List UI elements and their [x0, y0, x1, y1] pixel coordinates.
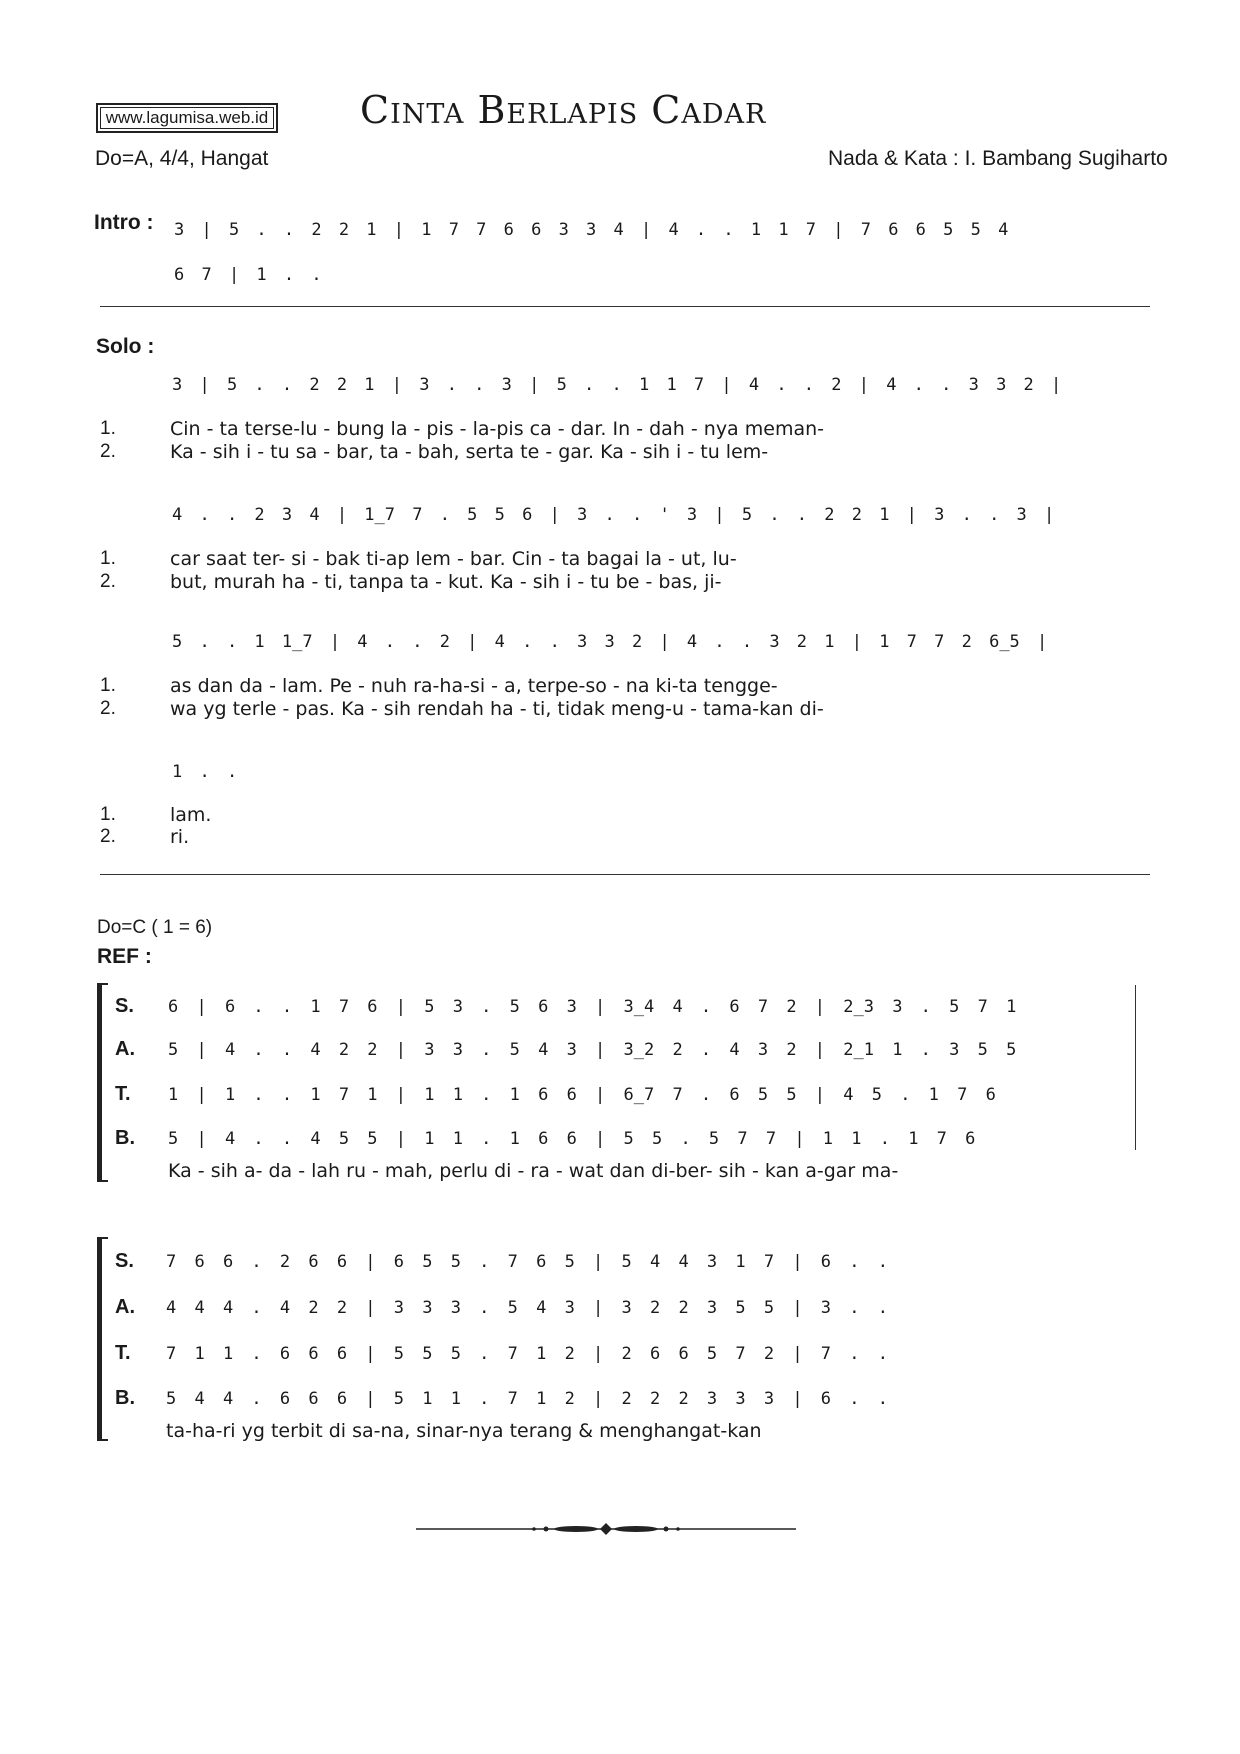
- solo-lyrics-row2-v2: but, murah ha - ti, tanpa ta - kut. Ka - sih i - tu be - bas, ji-: [170, 571, 722, 593]
- solo-lyrics-row1-v2: Ka - sih i - tu sa - bar, ta - bah, serta te - gar. Ka - sih i - tu lem-: [170, 441, 769, 463]
- solo-lyrics-row2-v1: car saat ter- si - bak ti-ap lem - bar. Cin - ta bagai la - ut, lu-: [170, 548, 737, 570]
- voice-label-alto: A.: [115, 1038, 135, 1060]
- satb-bracket: [97, 1237, 108, 1441]
- website-badge: www.lagumisa.web.id: [96, 103, 278, 133]
- verse-number-1: 1.: [100, 418, 116, 439]
- voice-label-alto: A.: [115, 1296, 135, 1318]
- verse-number-1: 1.: [100, 804, 116, 825]
- solo-lyrics-row3-v1: as dan da - lam. Pe - nuh ra-ha-si - a, terpe-so - na ki-ta tengge-: [170, 675, 778, 697]
- verse-number-1: 1.: [100, 548, 116, 569]
- solo-lyrics-row3-v2: wa yg terle - pas. Ka - sih rendah ha - ti, tidak meng-u - tama-kan di-: [170, 698, 824, 720]
- voice-label-tenor: T.: [115, 1342, 131, 1364]
- ref1-tenor-notes: 1 | 1 . . 1 7 1 | 1 1 . 1 6 6 | 6_7 7 . 6 5 5 | 4 5 . 1 7 6: [168, 1085, 996, 1105]
- voice-label-bass: B.: [115, 1127, 135, 1149]
- ref2-bass-notes: 5 4 4 . 6 6 6 | 5 1 1 . 7 1 2 | 2 2 2 3 3 3 | 6 . .: [166, 1389, 888, 1409]
- ref1-soprano-notes: 6 | 6 . . 1 7 6 | 5 3 . 5 6 3 | 3_4 4 . 6 7 2 | 2_3 3 . 5 7 1: [168, 997, 1017, 1017]
- verse-number-2: 2.: [100, 698, 116, 719]
- verse-number-1: 1.: [100, 675, 116, 696]
- section-divider: [100, 306, 1150, 307]
- voice-label-tenor: T.: [115, 1083, 131, 1105]
- solo-notes-row4: 1 . .: [172, 762, 238, 782]
- satb-bracket: [97, 983, 108, 1182]
- ref2-lyrics: ta-ha-ri yg terbit di sa-na, sinar-nya terang & menghangat-kan: [166, 1420, 762, 1442]
- ref2-tenor-notes: 7 1 1 . 6 6 6 | 5 5 5 . 7 1 2 | 2 6 6 5 7 2 | 7 . .: [166, 1344, 888, 1364]
- key-tempo-info: Do=A, 4/4, Hangat: [95, 147, 269, 170]
- intro-notes-line2: 6 7 | 1 . .: [174, 265, 322, 285]
- voice-label-soprano: S.: [115, 1250, 134, 1272]
- composer-credit: Nada & Kata : I. Bambang Sugiharto: [828, 147, 1168, 170]
- ref1-lyrics: Ka - sih a- da - lah ru - mah, perlu di - ra - wat dan di-ber- sih - kan a-gar ma-: [168, 1160, 899, 1182]
- verse-number-2: 2.: [100, 571, 116, 592]
- ref-label: REF :: [97, 945, 152, 968]
- voice-label-soprano: S.: [115, 995, 134, 1017]
- solo-notes-row3: 5 . . 1 1_7 | 4 . . 2 | 4 . . 3 3 2 | 4 . . 3 2 1 | 1 7 7 2 6_5 |: [172, 632, 1048, 652]
- section-divider: [100, 874, 1150, 875]
- solo-notes-row2: 4 . . 2 3 4 | 1_7 7 . 5 5 6 | 3 . . ' 3 | 5 . . 2 2 1 | 3 . . 3 |: [172, 505, 1055, 525]
- voice-label-bass: B.: [115, 1387, 135, 1409]
- solo-notes-row1: 3 | 5 . . 2 2 1 | 3 . . 3 | 5 . . 1 1 7 | 4 . . 2 | 4 . . 3 3 2 |: [172, 375, 1062, 395]
- intro-label: Intro :: [94, 211, 154, 234]
- ref1-alto-notes: 5 | 4 . . 4 2 2 | 3 3 . 5 4 3 | 3_2 2 . 4 3 2 | 2_1 1 . 3 5 5: [168, 1040, 1017, 1060]
- solo-label: Solo :: [96, 335, 155, 358]
- solo-lyrics-row4-v1: lam.: [170, 804, 212, 826]
- solo-lyrics-row4-v2: ri.: [170, 826, 190, 848]
- key-change: Do=C ( 1 = 6): [97, 917, 213, 938]
- song-title: Cinta Berlapis Cadar: [360, 88, 767, 132]
- barline: [1135, 985, 1136, 1150]
- ornament-divider: [416, 1519, 796, 1539]
- ref2-soprano-notes: 7 6 6 . 2 6 6 | 6 5 5 . 7 6 5 | 5 4 4 3 1 7 | 6 . .: [166, 1252, 888, 1272]
- verse-number-2: 2.: [100, 441, 116, 462]
- ref1-bass-notes: 5 | 4 . . 4 5 5 | 1 1 . 1 6 6 | 5 5 . 5 7 7 | 1 1 . 1 7 6: [168, 1129, 976, 1149]
- intro-notes-line1: 3 | 5 . . 2 2 1 | 1 7 7 6 6 3 3 4 | 4 . . 1 1 7 | 7 6 6 5 5 4: [174, 220, 1009, 240]
- solo-lyrics-row1-v1: Cin - ta terse-lu - bung la - pis - la-pis ca - dar. In - dah - nya meman-: [170, 418, 824, 440]
- ref2-alto-notes: 4 4 4 . 4 2 2 | 3 3 3 . 5 4 3 | 3 2 2 3 5 5 | 3 . .: [166, 1298, 888, 1318]
- verse-number-2: 2.: [100, 826, 116, 847]
